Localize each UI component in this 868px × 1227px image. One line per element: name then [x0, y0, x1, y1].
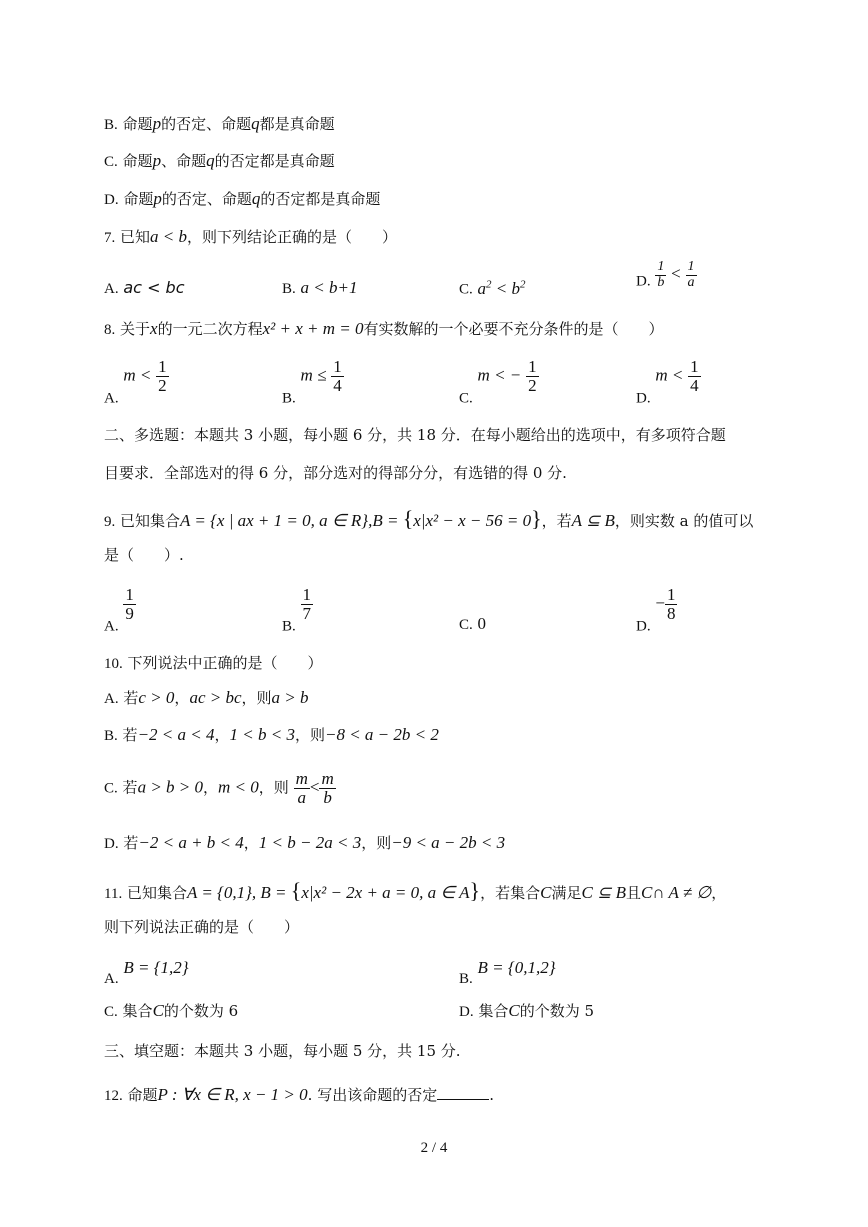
section2-heading-line1: 二、多选题：本题共 3 小题，每小题 6 分，共 18 分．在每小题给出的选项中，有多项符合题 [104, 426, 726, 444]
q10-option-a: A. 若c > 0，ac > bc，则a > b [104, 688, 309, 707]
q8-option-d: D. m < $\frac{1}{4}$ [636, 357, 699, 407]
q8-option-c: C. m < − $\frac{1}{2}$ [459, 357, 537, 407]
q8-option-a: A. m < $\frac{1}{2}$ [104, 357, 167, 407]
q7-option-a: A. ac < bc [104, 278, 185, 297]
q9-option-a: A. $\frac{1}{9}$ [104, 585, 134, 635]
q11-option-c: C. 集合C的个数为 6 [104, 1001, 239, 1020]
q8-option-b: B. m ≤ $\frac{1}{4}$ [282, 357, 342, 407]
q10-option-b: B. 若−2 < a < 4，1 < b < 3，则−8 < a − 2b < 2 [104, 725, 439, 744]
q9-stem: 9. 已知集合A = {x | ax + 1 = 0, a ∈ R},B = {x|x² − x − 56 = 0}，若A ⊆ B，则实数 a 的值可以 [104, 506, 754, 531]
q9-stem-cont: 是（ ）. [104, 546, 184, 564]
section2-heading-line2: 目要求．全部选对的得 6 分，部分选对的得部分分，有选错的得 0 分. [104, 464, 567, 482]
page-number: 2 / 4 [420, 1140, 448, 1156]
q6-option-b: B. 命题p的否定、命题q都是真命题 [104, 114, 335, 133]
q7-stem: 7. 已知a < b，则下列结论正确的是（ ） [104, 227, 398, 246]
q9-option-b: B. $\frac{1}{7}$ [282, 585, 312, 635]
q10-option-c: C. 若a > b > 0，m < 0，则 $\frac{m}{a}$ < $\frac{m}{b}$ [104, 769, 334, 807]
q7-option-d: D. $\frac{1}{b}$ < $\frac{1}{a}$ [636, 259, 695, 290]
q6-option-d: D. 命题p的否定、命题q的否定都是真命题 [104, 189, 381, 208]
q8-stem: 8. 关于x的一元二次方程x² + x + m = 0有实数解的一个必要不充分条件的是（ ） [104, 319, 664, 338]
q11-stem: 11. 已知集合A = {0,1}, B = {x|x² − 2x + a = 0, a ∈ A}，若集合C满足C ⊆ B且C∩ A ≠ ∅， [104, 878, 727, 903]
q12-stem: 12. 命题P : ∀x ∈ R, x − 1 > 0. 写出该命题的否定 . [104, 1085, 494, 1104]
q7-option-b: B. a < b+1 [282, 278, 358, 297]
q10-option-d: D. 若−2 < a + b < 4，1 < b − 2a < 3，则−9 < a − 2b < 3 [104, 833, 506, 852]
q9-option-d: D. − $\frac{1}{8}$ [636, 585, 676, 635]
q6-option-c: C. 命题p、命题q的否定都是真命题 [104, 151, 335, 170]
answer-blank[interactable] [437, 1085, 489, 1100]
q11-option-a: A. B = {1,2} [104, 958, 189, 987]
q7-option-c: C. $a^2 < b^2$ [459, 278, 526, 298]
q10-stem: 10. 下列说法中正确的是（ ） [104, 654, 323, 672]
q11-option-d: D. 集合C的个数为 5 [459, 1001, 595, 1020]
q11-stem-cont: 则下列说法正确的是（ ） [104, 918, 300, 936]
q11-option-b: B. B = {0,1,2} [459, 958, 556, 987]
q9-option-c: C. 0 [459, 614, 487, 633]
section3-heading: 三、填空题：本题共 3 小题，每小题 5 分，共 15 分. [104, 1042, 461, 1060]
